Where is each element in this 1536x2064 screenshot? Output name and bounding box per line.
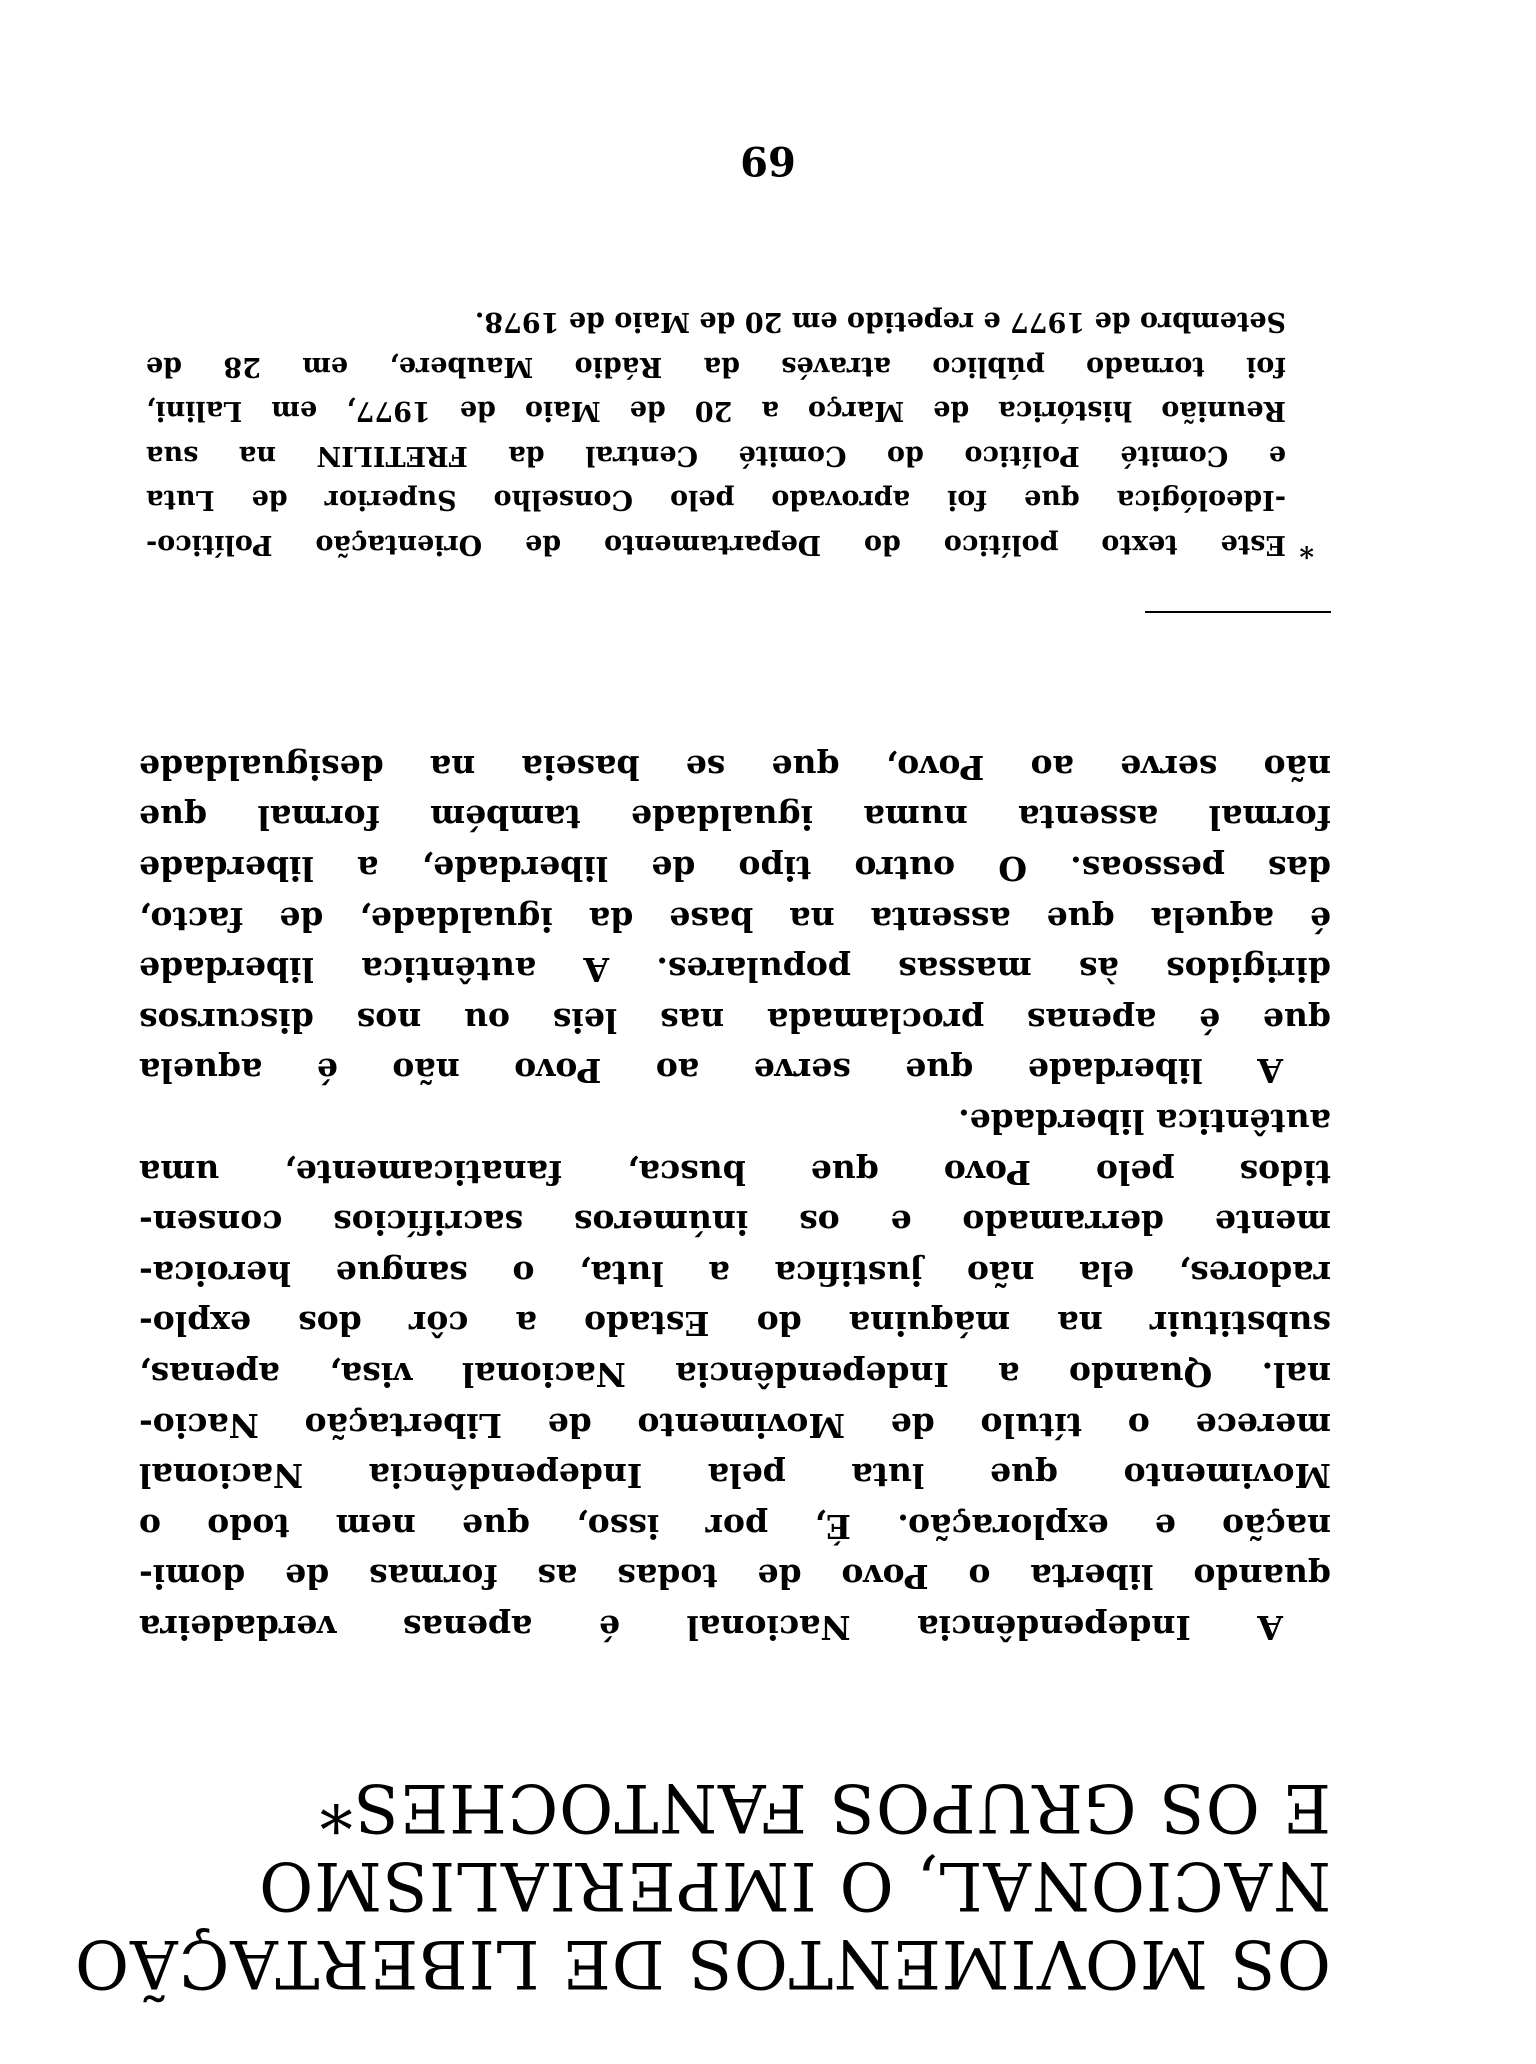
footnote-line: foi tornado público através da Rádio Maubere, em 28 de bbox=[146, 351, 1286, 382]
footnote-line: Este texto político do Departamento de Orientação Político- bbox=[146, 529, 1286, 560]
footnote-line: e Comité Político do Comité Central da FRETILIN na sua bbox=[146, 440, 1286, 471]
text-line: dirigidos às massas populares. A autêntica liberdade bbox=[139, 950, 1331, 990]
body-text bbox=[139, 741, 1331, 1652]
footnote-divider bbox=[1145, 611, 1331, 613]
title-line: E OS GRUPOS FANTOCHES* bbox=[318, 1769, 1331, 1846]
text-line: A Independência Nacional é apenas verdadeira bbox=[139, 1608, 1283, 1647]
footnote-line: Reunião histórica de Março a 20 de Maio de 1977, em Lalini, bbox=[146, 395, 1286, 427]
text-line: A liberdade que serve ao Povo não é aquela bbox=[139, 1051, 1283, 1091]
book-page-rotated: OS MOVIMENTOS DE LIBERTAÇÃO NACIONAL, O IMPERIALISMO E OS GRUPOS FANTOCHES* A Independência Nacional é apenas verdadeira quando liberta o Povo de todas as formas de domi- nação e exploração. É, por isso, que nem todo o Movimento que luta pela Independência Nacional merece o título de Movimento de Libertação Nacio- nal. Quando a Independência Nacional visa, apenas, substituir na máquina do Estado a côr dos explo- radores, ela não justifica a luta, o sangue heroica- mente derramado e os inúmeros sacrifícios consen- tidos pelo Povo que busca, fanaticamente, uma autêntica liberdade. A liberdade que serve ao Povo não é aquela que é apenas proclamada nas leis ou nos discursos dirigidos às massas populares. A autêntica liberdade é aquela que assenta na base da igualdade, de facto, das pessoas. O outro tipo de liberdade, a liberdade formal assenta numa igualdade também formal que não serve ao Povo, que se baseia na desigualdade * Este texto político do Departamento de Orientação Político- -Ideológica que foi aprovado pelo Conselho Superior de Luta e Comité Político do Comité Central da FRETILIN na sua Reunião histórica de Março a 20 de Maio de 1977, em Lalini, foi tornado público através da Rádio Maubere, em 28 de Setembro de 1977 e repetido em 20 de Maio de 1978. 69 bbox=[0, 0, 1536, 2064]
text-line: mente derramado e os inúmeros sacrifícios consen- bbox=[139, 1203, 1331, 1243]
text-line: nação e exploração. É, por isso, que nem todo o bbox=[139, 1506, 1331, 1546]
footnote-marker: * bbox=[1299, 531, 1314, 564]
text-line: Movimento que luta pela Independência Nacional bbox=[139, 1456, 1331, 1496]
text-line: substituir na máquina do Estado a côr dos explo- bbox=[139, 1304, 1331, 1344]
title-line: NACIONAL, O IMPERIALISMO bbox=[258, 1847, 1331, 1924]
paragraph bbox=[139, 1095, 1331, 1652]
text-line: que é apenas proclamada nas leis ou nos discursos bbox=[139, 1000, 1331, 1040]
footnote-line: Setembro de 1977 e repetido em 20 de Maio de 1978. bbox=[474, 306, 1286, 338]
text-line: não serve ao Povo, que se baseia na desigualdade bbox=[139, 747, 1331, 787]
text-line: formal assenta numa igualdade também formal que bbox=[139, 798, 1331, 838]
paragraph bbox=[139, 741, 1331, 1095]
text-line: quando liberta o Povo de todas as formas de domi- bbox=[139, 1557, 1331, 1597]
footnote-line: -Ideológica que foi aprovado pelo Conselho Superior de Luta bbox=[146, 484, 1286, 516]
footnote bbox=[146, 299, 1314, 566]
text-line: nal. Quando a Independência Nacional visa, apenas, bbox=[139, 1355, 1331, 1395]
text-line: merece o título de Movimento de Libertação Nacio- bbox=[139, 1405, 1331, 1445]
text-line: autêntica liberdade. bbox=[958, 1102, 1331, 1142]
text-line: das pessoas. O outro tipo de liberdade, a liberdade bbox=[139, 849, 1331, 889]
text-line: tidos pelo Povo que busca, fanaticamente, uma bbox=[139, 1152, 1331, 1192]
text-line: radores, ela não justifica a luta, o sangue heroica- bbox=[139, 1253, 1331, 1293]
text-line: é aquela que assenta na base da igualdade, de facto, bbox=[139, 899, 1331, 939]
title-line: OS MOVIMENTOS DE LIBERTAÇÃO bbox=[74, 1925, 1331, 2002]
chapter-title bbox=[74, 1768, 1331, 2002]
